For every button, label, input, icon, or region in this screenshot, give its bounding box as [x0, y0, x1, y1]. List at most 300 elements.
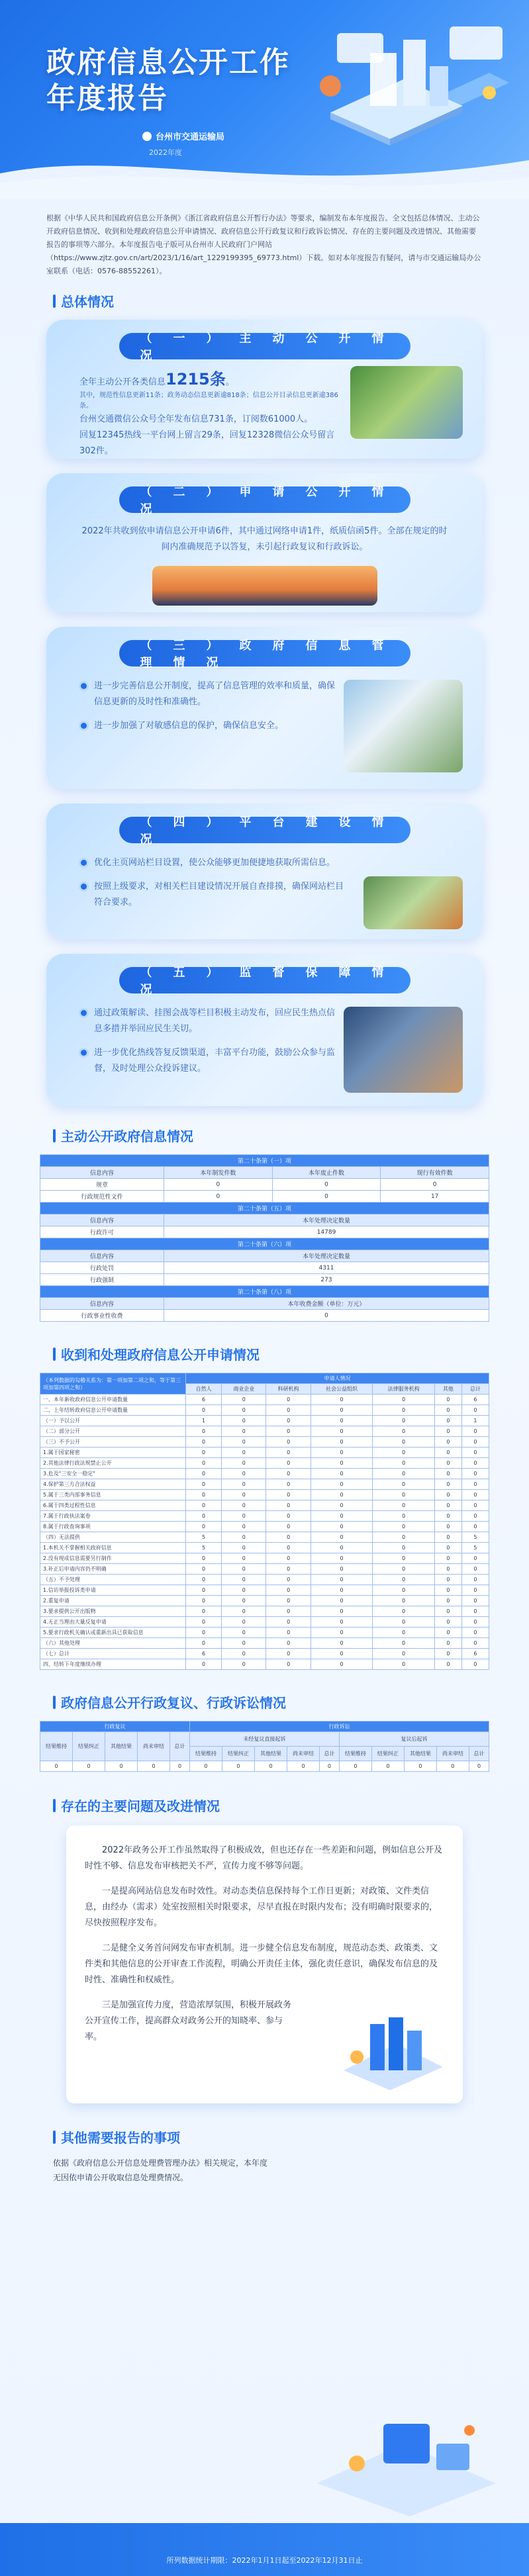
other-text: 依据《政府信息公开信息处理费管理办法》相关规定，本年度无因依申请公开收取信息处理费情况。: [53, 2158, 268, 2182]
server-illustration: [317, 2011, 450, 2090]
column-header: 信息内容: [40, 1250, 164, 1262]
table-cell: 0: [186, 1426, 222, 1437]
table-cell: 0: [434, 1416, 461, 1426]
table-cell: 0: [434, 1638, 461, 1649]
supervision-card: [46, 954, 483, 1106]
table-cell: 0: [311, 1448, 373, 1458]
table-cell: 0: [461, 1659, 489, 1670]
table-cell: 0: [311, 1659, 373, 1670]
active-info-title-text: 主动公开政府信息情况: [61, 1128, 193, 1144]
application-card: [46, 473, 483, 612]
table-row: [40, 1458, 489, 1469]
section-pill-2: （二）申请公开情况: [119, 486, 410, 513]
section-pill-4: （四）平台建设情况: [119, 817, 410, 843]
row-label: （五）不予处理: [40, 1575, 186, 1585]
column-header: 信息内容: [40, 1215, 164, 1226]
table-cell: 0: [311, 1479, 373, 1490]
table-cell: 0: [186, 1575, 222, 1585]
problems-measure-1: 一是提高网站信息发布时效性。对动态类信息保持每个工作日更新；对政策、文件类信息，由经办（需求）处室按照相关时限要求，尽早直报在时限内发布；没有明确时限要求的，尽快按照程序发布。: [85, 1886, 438, 1928]
table-row: [40, 1585, 489, 1596]
table-cell: 0: [266, 1606, 311, 1617]
table-cell: 0: [434, 1511, 461, 1522]
table-cell: 0: [138, 1761, 170, 1772]
column-header: 社会公益组织: [311, 1384, 373, 1395]
table-cell: 0: [222, 1649, 266, 1659]
table-cell: 0: [186, 1617, 222, 1628]
table-cell: 0: [222, 1416, 266, 1426]
row-label: （四）无法提供: [40, 1532, 186, 1543]
isometric-city-illustration: [291, 13, 516, 185]
table-cell: 0: [186, 1638, 222, 1649]
apply-title: [0, 1344, 529, 1363]
table-cell: 0: [404, 1761, 436, 1772]
active-total: [79, 371, 350, 391]
title-bar: [53, 1129, 56, 1142]
table-cell: 0: [266, 1500, 311, 1511]
table-cell: 1: [186, 1416, 222, 1426]
table-row: [40, 1596, 489, 1606]
corner-header: （本列数据的勾稽关系为：第一项加第二项之和，等于第三项加第四项之和）: [40, 1373, 186, 1395]
table-row: [40, 1179, 489, 1191]
table-cell: 0: [266, 1437, 311, 1448]
table-cell: 1: [461, 1416, 489, 1426]
table-row: [40, 1437, 489, 1448]
application-summary: 2022年共收到依申请信息公开申请6件，其中通过网络申请1件，纸质信函5件。全部在规定的时间内准确规范予以答复，未引起行政复议和行政诉讼。: [81, 526, 448, 552]
table-cell: 0: [189, 1761, 222, 1772]
table-cell: 0: [222, 1490, 266, 1500]
row-label: 5.要求行政机关确认或重新出具已获取信息: [40, 1628, 186, 1638]
row-label: 7.属于行政执法案卷: [40, 1511, 186, 1522]
table-cell: 0: [266, 1543, 311, 1553]
table-cell: 0: [434, 1522, 461, 1532]
column-header: 现行有效件数: [381, 1167, 489, 1179]
column-header: 本年收费金额（单位：万元）: [164, 1298, 489, 1310]
table-cell: 0: [222, 1638, 266, 1649]
problems-box: [66, 1825, 463, 2103]
table-row: [40, 1226, 489, 1238]
row-label: 二、上年结转政府信息公开申请数量: [40, 1405, 186, 1416]
column-header: 总计: [461, 1384, 489, 1395]
table-cell: 0: [266, 1628, 311, 1638]
row-label: 8.属于行政查询事项: [40, 1522, 186, 1532]
table-cell: 0: [222, 1585, 266, 1596]
table-cell: 0: [434, 1469, 461, 1479]
row-label: （二）部分公开: [40, 1426, 186, 1437]
problems-title-text: 存在的主要问题及改进情况: [61, 1798, 220, 1814]
table-cell: 0: [311, 1575, 373, 1585]
table-row: [40, 1659, 489, 1670]
table-row: [40, 1469, 489, 1479]
table-cell: 0: [461, 1596, 489, 1606]
column-header: 信息内容: [40, 1298, 164, 1310]
table-cell: 0: [186, 1448, 222, 1458]
title-bar: [53, 2131, 56, 2144]
table-cell: 0: [266, 1479, 311, 1490]
table-cell: 0: [266, 1458, 311, 1469]
title-bar: [53, 1696, 56, 1709]
bridge-sunset-photo: [152, 566, 377, 606]
section-header-cell: 第二十条第（八）项: [40, 1286, 489, 1298]
table-cell: 0: [222, 1761, 254, 1772]
table-cell: 0: [266, 1659, 311, 1670]
table-cell: 0: [434, 1395, 461, 1405]
table-cell: 0: [373, 1553, 435, 1564]
review-table: [40, 1721, 489, 1772]
table-cell: 0: [339, 1761, 371, 1772]
table-row: [40, 1575, 489, 1585]
table-row: [40, 1617, 489, 1628]
table-row: [40, 1479, 489, 1490]
table-cell: 0: [222, 1469, 266, 1479]
table-cell: 0: [461, 1585, 489, 1596]
section-pill-3: （三）政府信息管理情况: [119, 640, 410, 667]
table-cell: 行政许可: [40, 1226, 164, 1238]
table-row: [40, 1490, 489, 1500]
column-header: 本年处理决定数量: [164, 1215, 489, 1226]
table-cell: 0: [311, 1585, 373, 1596]
table-cell: 0: [266, 1532, 311, 1543]
table-cell: 0: [186, 1437, 222, 1448]
table-cell: 5: [461, 1543, 489, 1553]
table-cell: 0: [434, 1596, 461, 1606]
table-cell: 0: [320, 1761, 340, 1772]
table-cell: 0: [311, 1490, 373, 1500]
table-cell: 0: [186, 1458, 222, 1469]
table-cell: 0: [186, 1628, 222, 1638]
table-cell: 0: [222, 1543, 266, 1553]
table-cell: 0: [373, 1416, 435, 1426]
column-header: 尚未审结: [138, 1732, 170, 1761]
column-header: 本年处理决定数量: [164, 1250, 489, 1262]
table-cell: 6: [186, 1649, 222, 1659]
apply-title-text: 收到和处理政府信息公开申请情况: [61, 1347, 260, 1363]
table-cell: 0: [266, 1395, 311, 1405]
overview-title-text: 总体情况: [61, 294, 114, 310]
table-cell: 0: [186, 1479, 222, 1490]
table-column-header: [40, 1298, 489, 1310]
table-cell: 0: [373, 1638, 435, 1649]
column-header: 结果维持: [189, 1747, 222, 1761]
column-header: 结果纠正: [73, 1732, 105, 1761]
table-cell: 0: [186, 1564, 222, 1575]
table-cell: 0: [461, 1437, 489, 1448]
table-cell: 0: [311, 1649, 373, 1659]
section-header-cell: 第二十条第（一）项: [40, 1155, 489, 1167]
table-cell: 0: [311, 1522, 373, 1532]
table-cell: 0: [311, 1405, 373, 1416]
report-year: 2022年度: [149, 148, 182, 157]
active-breakdown: 其中，规范性信息更新11条；政务动态信息更新逾818条；信息公开目录信息更新逾386条。: [79, 392, 338, 410]
table-cell: 0: [222, 1522, 266, 1532]
row-label: 6.属于四类过程性信息: [40, 1500, 186, 1511]
table-cell: 0: [434, 1490, 461, 1500]
table-cell: 0: [373, 1575, 435, 1585]
row-label: 3.危及"三安全一稳定": [40, 1469, 186, 1479]
title-bar: [53, 1799, 56, 1812]
row-label: 4.无正当理由大量反复申请: [40, 1617, 186, 1628]
table-cell: 0: [222, 1437, 266, 1448]
apply-table: [40, 1373, 489, 1670]
table-cell: 0: [186, 1500, 222, 1511]
table-cell: 6: [186, 1395, 222, 1405]
table-row: [40, 1416, 489, 1426]
table-cell: 0: [461, 1426, 489, 1437]
table-cell: 5: [461, 1532, 489, 1543]
table-cell: 0: [461, 1511, 489, 1522]
table-row: [40, 1262, 489, 1274]
table-cell: 0: [222, 1405, 266, 1416]
table-cell: 0: [266, 1585, 311, 1596]
column-header: 其他结果: [254, 1747, 287, 1761]
table-cell: 0: [373, 1479, 435, 1490]
table-cell: 0: [186, 1522, 222, 1532]
table-cell: 0: [434, 1448, 461, 1458]
column-header: 总计: [469, 1747, 489, 1761]
table-cell: 0: [266, 1575, 311, 1585]
table-cell: 17: [381, 1191, 489, 1203]
table-cell: 0: [373, 1564, 435, 1575]
table-cell: 0: [371, 1761, 404, 1772]
supervision-point-2: 进一步优化热线答复反馈渠道，丰富平台功能，鼓励公众参与监督，及时处理公众投诉建议。: [79, 1045, 337, 1077]
table-cell: 0: [434, 1553, 461, 1564]
bridge-night-photo: [344, 1007, 463, 1093]
table-cell: 0: [266, 1553, 311, 1564]
table-cell: 0: [434, 1649, 461, 1659]
row-label: 5.属于三类内部事务信息: [40, 1490, 186, 1500]
wechat-stats: 台州交通微信公众号全年发布信息731条，订阅数61000人。: [79, 414, 313, 424]
table-cell: 0: [222, 1458, 266, 1469]
table-row: [40, 1511, 489, 1522]
table-cell: 0: [186, 1553, 222, 1564]
table-section-header: [40, 1155, 489, 1167]
info-management-card: [46, 627, 483, 789]
table-section-header: [40, 1238, 489, 1250]
row-label: 2.其他法律行政法规禁止公开: [40, 1458, 186, 1469]
table-row: [40, 1522, 489, 1532]
table-cell: 0: [461, 1469, 489, 1479]
table-cell: 0: [311, 1628, 373, 1638]
table-cell: 0: [461, 1490, 489, 1500]
table-cell: 0: [373, 1426, 435, 1437]
lawsuit-group-header: 行政诉讼: [189, 1722, 489, 1732]
active-total-pre: 全年主动公开各类信息: [79, 377, 166, 387]
table-column-header: [40, 1250, 489, 1262]
column-header: 本年废止件数: [272, 1167, 381, 1179]
table-row: [40, 1564, 489, 1575]
table-cell: 0: [186, 1585, 222, 1596]
platform-card: [46, 804, 483, 939]
column-header: 其他结果: [404, 1747, 436, 1761]
table-cell: 0: [434, 1617, 461, 1628]
row-label: 4.保护第三方合法权益: [40, 1479, 186, 1490]
table-cell: 0: [222, 1426, 266, 1437]
table-cell: 0: [461, 1479, 489, 1490]
table-cell: 6: [461, 1395, 489, 1405]
table-cell: 0: [266, 1638, 311, 1649]
intro-paragraph: 根据《中华人民共和国政府信息公开条例》《浙江省政府信息公开暂行办法》等要求，编制发布本年度报告。全文包括总体情况、主动公开政府信息情况、收到和处理政府信息公开申请情况、政府信息公开行政复议和行政诉讼情况、存在的主要问题及改进情况、其他需要报告的事项等六部分。本年度报告电子版可从台州市人民政府门户网站（https://www.zjtz.gov.cn/art/2023/1/16/art_1229199395_69773.html）下载。如对本年度报告有疑问，请与市交通运输局办公室联系（电话：0576-88552261）。: [46, 214, 481, 275]
active-total-post: 。: [225, 377, 234, 387]
table-cell: 0: [434, 1437, 461, 1448]
table-cell: 0: [222, 1479, 266, 1490]
column-header: 结果维持: [40, 1732, 73, 1761]
hero-banner: [0, 0, 529, 199]
table-cell: 0: [373, 1448, 435, 1458]
table-cell: 0: [222, 1500, 266, 1511]
table-cell: 0: [164, 1191, 273, 1203]
table-cell: 0: [373, 1511, 435, 1522]
table-cell: 0: [105, 1761, 138, 1772]
table-cell: 4311: [164, 1262, 489, 1274]
column-header: 结果纠正: [371, 1747, 404, 1761]
table-cell: 0: [461, 1564, 489, 1575]
table-cell: 273: [164, 1274, 489, 1286]
landscape-photo: [350, 366, 463, 439]
table-row: [40, 1628, 489, 1638]
column-header: 其他结果: [105, 1732, 138, 1761]
column-header: 自然人: [186, 1384, 222, 1395]
row-label: （六）其他处理: [40, 1638, 186, 1649]
column-header: 结果维持: [339, 1747, 371, 1761]
table-cell: 0: [186, 1606, 222, 1617]
hero-title-line2: 年度报告: [46, 81, 168, 115]
hero-title: [46, 45, 290, 116]
supervision-point-1: 通过政策解读、挂图会战等栏目积极主动发布，回应民生热点信息多措并举回应民生关切。: [79, 1005, 337, 1037]
table-cell: 0: [266, 1469, 311, 1479]
table-row: [40, 1543, 489, 1553]
active-total-num: 1215条: [166, 370, 226, 389]
table-cell: 0: [266, 1416, 311, 1426]
table-cell: 0: [311, 1543, 373, 1553]
table-cell: 0: [266, 1596, 311, 1606]
table-cell: 0: [311, 1458, 373, 1469]
column-header: 本年制发件数: [164, 1167, 273, 1179]
table-cell: 0: [461, 1628, 489, 1638]
table-cell: 0: [266, 1490, 311, 1500]
table-column-header: [40, 1373, 489, 1384]
section-pill-1: （一）主动公开情况: [119, 333, 410, 359]
table-cell: 0: [311, 1553, 373, 1564]
table-section-header: [40, 1286, 489, 1298]
problems-measure-2: 二是健全义务首问网发布审查机制。进一步健全信息发布制度，规范动态类、政策类、文件类和其他信息的公开审查工作流程，明确公开责任主体，强化责任意识，确保发布信息的及时性、准确性和权威性。: [85, 1943, 438, 1985]
table-row: [40, 1395, 489, 1405]
row-label: 一、本年新收政府信息公开申请数量: [40, 1395, 186, 1405]
table-row: [40, 1310, 489, 1322]
table-row: [40, 1553, 489, 1564]
table-cell: 0: [373, 1469, 435, 1479]
review-group-header: 行政复议: [40, 1722, 190, 1732]
table-cell: 0: [266, 1405, 311, 1416]
sub-group-header: 复议后起诉: [339, 1732, 489, 1747]
row-label: 2.重复申请: [40, 1596, 186, 1606]
applicant-group-header: 申请人情况: [186, 1373, 489, 1384]
table-cell: 0: [461, 1405, 489, 1416]
table-cell: 0: [222, 1553, 266, 1564]
active-disclosure-card: [46, 320, 483, 459]
table-cell: 0: [381, 1179, 489, 1191]
table-cell: 5: [186, 1532, 222, 1543]
table-cell: 0: [164, 1310, 489, 1322]
footer-bar: [0, 2523, 529, 2576]
table-cell: 0: [373, 1606, 435, 1617]
table-cell: 0: [164, 1179, 273, 1191]
table-cell: 0: [461, 1500, 489, 1511]
column-header: 其他: [434, 1384, 461, 1395]
table-column-header: [40, 1167, 489, 1179]
column-header: 总计: [320, 1747, 340, 1761]
table-column-header: [40, 1722, 489, 1732]
org-name-text: 台州市交通运输局: [156, 132, 225, 142]
table-cell: 0: [222, 1532, 266, 1543]
table-cell: 0: [186, 1469, 222, 1479]
table-cell: 0: [373, 1543, 435, 1553]
management-point-2: 进一步加强了对敏感信息的保护，确保信息安全。: [79, 718, 337, 734]
hero-title-line1: 政府信息公开工作: [46, 46, 290, 79]
row-label: （七）总计: [40, 1649, 186, 1659]
table-cell: 0: [73, 1761, 105, 1772]
table-cell: 0: [311, 1564, 373, 1575]
table-column-header: [40, 1215, 489, 1226]
table-cell: 0: [434, 1564, 461, 1575]
table-cell: 0: [311, 1532, 373, 1543]
row-label: 3.补正后申请内容仍不明确: [40, 1564, 186, 1575]
table-cell: 0: [373, 1628, 435, 1638]
hotline-stats: 回复12345热线一平台网上留言29条，回复12328微信公众号留言302件。: [79, 430, 335, 456]
row-label: 四、结转下年度继续办理: [40, 1659, 186, 1670]
table-cell: 0: [373, 1596, 435, 1606]
table-cell: 0: [373, 1458, 435, 1469]
table-cell: 0: [373, 1649, 435, 1659]
sub-group-header: 未经复议直接起诉: [189, 1732, 339, 1747]
table-cell: 0: [434, 1532, 461, 1543]
table-row: [40, 1761, 489, 1772]
table-cell: 0: [434, 1405, 461, 1416]
column-header: 法律服务机构: [373, 1384, 435, 1395]
table-cell: 0: [311, 1638, 373, 1649]
overview-title: [0, 291, 529, 310]
table-row: [40, 1649, 489, 1659]
table-cell: 0: [311, 1395, 373, 1405]
table-cell: 0: [254, 1761, 287, 1772]
table-cell: 0: [373, 1522, 435, 1532]
row-label: （一）予以公开: [40, 1416, 186, 1426]
table-cell: 0: [461, 1606, 489, 1617]
row-label: 2.没有现成信息需要另行制作: [40, 1553, 186, 1564]
table-cell: 0: [311, 1437, 373, 1448]
table-section-header: [40, 1203, 489, 1215]
review-title-text: 政府信息公开行政复议、行政诉讼情况: [61, 1695, 286, 1711]
table-cell: 0: [461, 1522, 489, 1532]
table-cell: 行政事业性收费: [40, 1310, 164, 1322]
table-cell: 0: [461, 1575, 489, 1585]
management-point-1: 进一步完善信息公开制度，提高了信息管理的效率和质量，确保信息更新的及时性和准确性。: [79, 678, 337, 710]
table-cell: 0: [434, 1606, 461, 1617]
table-cell: 行政强制: [40, 1274, 164, 1286]
table-cell: 0: [461, 1553, 489, 1564]
table-cell: 0: [222, 1575, 266, 1585]
table-cell: 0: [434, 1426, 461, 1437]
table-cell: 0: [186, 1405, 222, 1416]
table-cell: 14789: [164, 1226, 489, 1238]
table-cell: 5: [186, 1543, 222, 1553]
office-illustration: [304, 2411, 503, 2516]
other-title: [0, 2127, 529, 2146]
table-cell: 0: [469, 1761, 489, 1772]
active-info-title: [0, 1126, 529, 1145]
table-cell: 0: [170, 1761, 190, 1772]
table-cell: 0: [186, 1596, 222, 1606]
table-cell: 0: [222, 1596, 266, 1606]
table-cell: 0: [373, 1617, 435, 1628]
